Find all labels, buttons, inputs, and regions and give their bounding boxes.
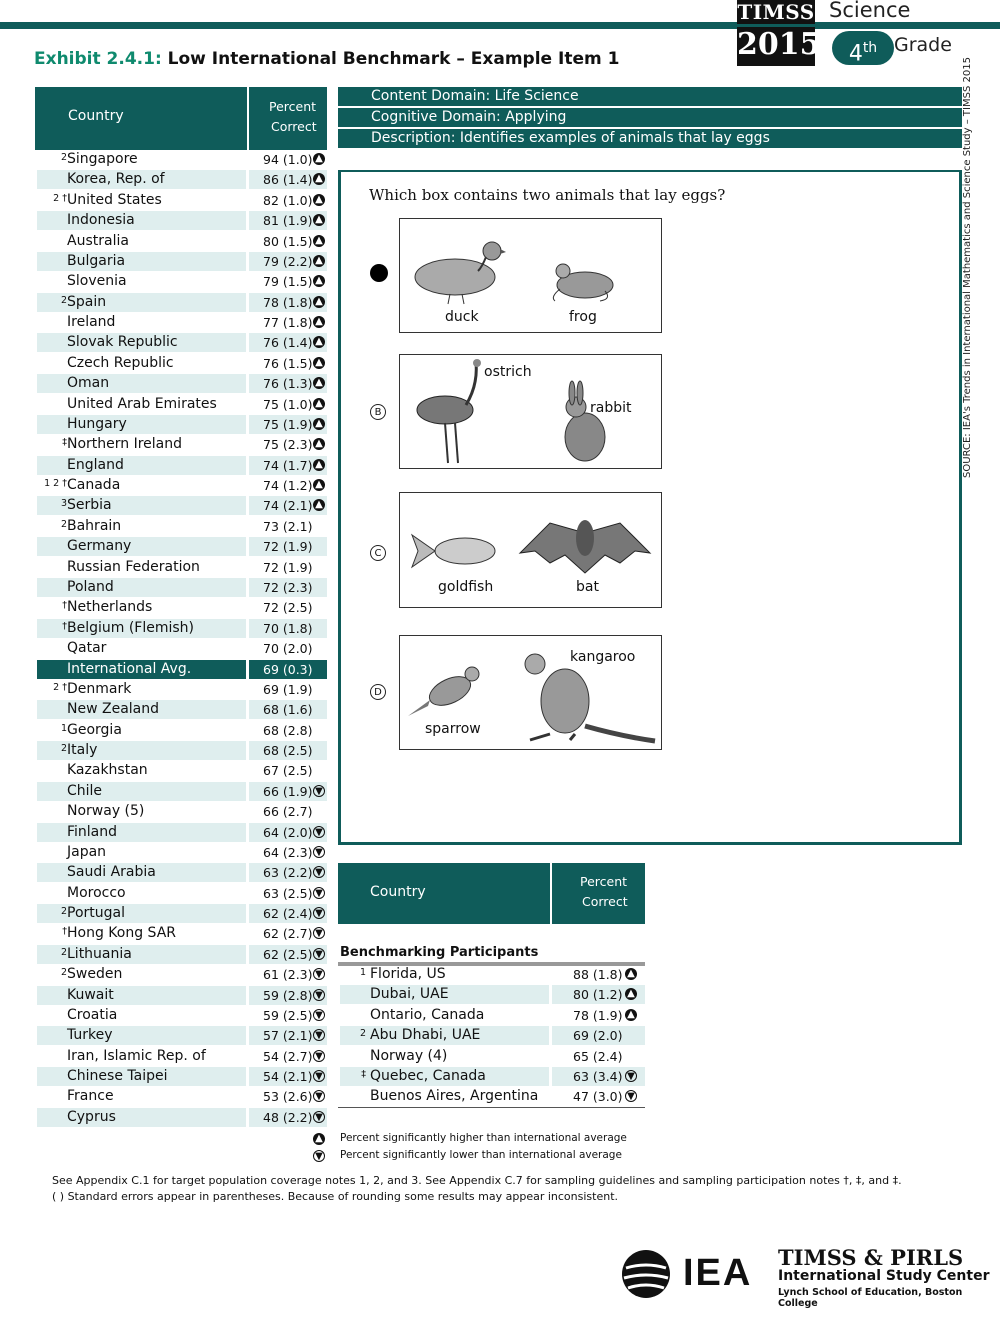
percent-correct: 74 (1.2) [263, 478, 313, 494]
table-row [35, 1026, 327, 1046]
country-note: ‡ [62, 437, 67, 449]
bench-row [338, 1067, 645, 1087]
bench-bottom-rule [338, 1107, 645, 1108]
bench-country-note: ‡ [361, 1069, 366, 1080]
table-row [35, 1006, 327, 1026]
percent-correct: 59 (2.5) [263, 1007, 313, 1023]
table-row [35, 476, 327, 496]
country-name: Lithuania [37, 945, 246, 964]
bench-percent-correct: 78 (1.9) [573, 1007, 623, 1023]
down-triangle-icon: ▼ [313, 1029, 325, 1041]
country-note: 2 † [53, 192, 67, 204]
table-row [35, 986, 327, 1006]
percent-correct: 76 (1.5) [263, 355, 313, 371]
country-note: † [62, 926, 67, 938]
option-d-box[interactable] [399, 635, 662, 750]
country-note: 2 [60, 946, 67, 958]
country-name: Cyprus [37, 1108, 246, 1127]
down-triangle-icon: ▼ [313, 1050, 325, 1062]
bench-row [338, 985, 645, 1005]
option-b-box[interactable] [399, 354, 662, 469]
up-triangle-icon: ▲ [313, 275, 325, 287]
no-sig-marker [313, 744, 325, 756]
up-triangle-icon: ▲ [313, 214, 325, 226]
percent-correct: 72 (2.3) [249, 578, 327, 597]
no-sig-marker [313, 520, 325, 532]
option-a-label-1: duck [445, 309, 479, 325]
country-note: 2 † [53, 681, 67, 693]
percent-correct: 69 (1.9) [263, 681, 313, 697]
up-triangle-icon: ▲ [313, 296, 325, 308]
option-a-selected[interactable] [370, 264, 388, 282]
table-row [35, 843, 327, 863]
exhibit-title: Exhibit 2.4.1: Low International Benchmark – Example Item 1 [34, 49, 620, 69]
timss-logo: TIMSS 2015 [737, 0, 815, 66]
country-name: Belgium (Flemish) [37, 619, 246, 638]
bat-icon [520, 520, 650, 573]
down-triangle-icon: ▼ [313, 887, 325, 899]
country-name: Serbia [37, 496, 246, 515]
rabbit-icon [565, 381, 605, 461]
country-name: Norway (5) [67, 803, 145, 820]
no-sig-marker [313, 642, 325, 654]
table-row [35, 823, 327, 843]
option-c-label-1: goldfish [438, 579, 494, 595]
bench-country-name: Florida, US [370, 966, 446, 982]
table-row [35, 333, 327, 353]
option-d-marker[interactable]: D [370, 684, 386, 700]
percent-correct: 62 (2.4) [249, 904, 327, 923]
bench-percent-correct: 88 (1.8) [573, 967, 623, 982]
table-row [35, 619, 327, 639]
up-triangle-icon: ▲ [313, 316, 325, 328]
bench-col-pct-2: Correct [582, 894, 628, 909]
down-triangle-icon: ▼ [313, 1090, 325, 1102]
no-sig-marker [313, 622, 325, 634]
country-name: Chinese Taipei [37, 1067, 246, 1086]
down-triangle-icon: ▼ [313, 927, 325, 939]
source-note: SOURCE: IEA's Trends in International Mathematics and Science Study – TIMSS 2015 [962, 57, 973, 478]
bench-row [338, 1026, 645, 1046]
percent-correct: 94 (1.0) [263, 152, 313, 167]
up-triangle-icon: ▲ [313, 153, 325, 165]
country-name: Denmark [67, 680, 132, 697]
header-rule [0, 22, 1000, 29]
percent-correct: 64 (2.3) [263, 844, 313, 860]
table-row [35, 741, 327, 761]
table-row [35, 965, 327, 985]
option-b-label-2: rabbit [590, 400, 632, 416]
country-name: Germany [37, 537, 246, 556]
isc-subtitle: International Study Center [778, 1268, 990, 1284]
table-row [35, 904, 327, 924]
country-name: Saudi Arabia [37, 863, 246, 882]
up-triangle-icon: ▲ [313, 336, 325, 348]
country-name: Czech Republic [67, 354, 174, 371]
country-name: Portugal [37, 904, 246, 923]
down-triangle-icon: ▼ [313, 1111, 325, 1123]
table-row [35, 700, 327, 720]
option-c-marker[interactable]: C [370, 545, 386, 561]
percent-correct: 75 (1.0) [263, 396, 313, 412]
percent-correct: 79 (1.5) [263, 274, 313, 290]
percent-correct: 66 (2.7) [263, 804, 313, 820]
percent-correct: 77 (1.8) [263, 315, 313, 331]
percent-correct: 76 (1.4) [249, 333, 327, 352]
grade-label: Grade [894, 34, 952, 56]
country-name: Australia [67, 232, 129, 249]
country-name: Morocco [67, 884, 126, 901]
bench-country-note: 2 [359, 1028, 366, 1040]
up-triangle-icon: ▲ [313, 398, 325, 410]
col-pct-header-1: Percent [269, 99, 317, 114]
percent-correct: 82 (1.0) [263, 192, 313, 208]
country-name: Singapore [67, 151, 138, 167]
down-triangle-icon: ▼ [313, 948, 325, 960]
notes-line-1: See Appendix C.1 for target population coverage notes 1, 2, and 3. See Appendix C.7 for sampling guidelines and sampling participation notes †, ‡, and ‡. [52, 1174, 902, 1187]
up-triangle-icon: ▲ [313, 479, 325, 491]
bench-country-name: Dubai, UAE [340, 985, 549, 1004]
down-triangle-icon: ▼ [313, 1150, 325, 1162]
country-name: Slovak Republic [37, 333, 246, 352]
bench-percent-correct: 65 (2.4) [573, 1048, 623, 1064]
table-row [35, 232, 327, 252]
table-row [35, 252, 327, 272]
country-name: Oman [37, 374, 246, 393]
bench-table-header [338, 863, 645, 924]
up-triangle-icon: ▲ [313, 377, 325, 389]
country-name: Italy [37, 741, 246, 760]
bench-row [338, 1087, 645, 1107]
up-triangle-icon: ▲ [313, 499, 325, 511]
table-row [35, 680, 327, 700]
country-name: Netherlands [67, 599, 153, 616]
col-country-header: Country [68, 108, 124, 124]
country-name: France [67, 1088, 114, 1105]
percent-correct: 68 (2.5) [249, 741, 327, 760]
country-note: 1 2 † [44, 478, 67, 490]
down-triangle-icon: ▼ [313, 1070, 325, 1082]
percent-correct: 78 (1.8) [249, 293, 327, 312]
frog-icon [553, 264, 613, 301]
down-triangle-icon: ▼ [313, 989, 325, 1001]
bench-country-name: Abu Dhabi, UAE [340, 1026, 549, 1045]
down-triangle-icon: ▼ [625, 1090, 637, 1102]
table-row [35, 211, 327, 231]
percent-correct: 80 (1.5) [263, 233, 313, 249]
country-name: Finland [37, 823, 246, 842]
country-name: Poland [37, 578, 246, 597]
table-row [35, 374, 327, 394]
table-row [35, 1047, 327, 1067]
table-row [35, 924, 327, 944]
country-name: Russian Federation [67, 558, 200, 575]
table-row [35, 435, 327, 455]
table-row [35, 1067, 327, 1087]
country-name: Croatia [67, 1006, 118, 1023]
down-triangle-icon: ▼ [313, 968, 325, 980]
percent-correct: 48 (2.2) [249, 1108, 327, 1127]
no-sig-marker [625, 1050, 637, 1062]
country-name: Sweden [67, 966, 123, 983]
goldfish-icon [412, 535, 495, 567]
country-note: 2 [60, 906, 67, 918]
table-row [35, 761, 327, 781]
table-row [35, 537, 327, 557]
down-triangle-icon: ▼ [313, 866, 325, 878]
bench-row [338, 1006, 645, 1026]
no-sig-marker [313, 683, 325, 695]
percent-correct: 74 (2.1) [249, 496, 327, 515]
percent-correct: 68 (2.8) [263, 722, 313, 738]
isc-affiliation: Lynch School of Education, Boston College [778, 1287, 963, 1309]
table-row [35, 558, 327, 578]
country-note: 3 [60, 498, 67, 510]
table-row [35, 395, 327, 415]
table-row [35, 598, 327, 618]
percent-correct: 67 (2.5) [263, 763, 313, 779]
country-note: 1 [60, 722, 67, 734]
country-name: United States [67, 191, 162, 208]
percent-correct: 62 (2.7) [263, 926, 313, 942]
country-name: Turkey [37, 1026, 246, 1045]
table-row [35, 456, 327, 476]
country-note: † [62, 600, 67, 612]
table-row [35, 578, 327, 598]
table-row [35, 272, 327, 292]
table-row [35, 496, 327, 516]
option-a-label-2: frog [569, 309, 597, 325]
kangaroo-icon [525, 654, 655, 741]
bench-percent-correct: 63 (3.4) [552, 1067, 645, 1086]
percent-correct: 74 (1.7) [249, 456, 327, 475]
country-name: Hong Kong SAR [67, 925, 177, 942]
table-row [35, 884, 327, 904]
percent-correct: 79 (2.2) [249, 252, 327, 271]
table-row [35, 517, 327, 537]
bench-row [338, 1047, 645, 1067]
description-bar: Description: Identifies examples of animals that lay eggs [338, 129, 962, 148]
table-row [35, 415, 327, 435]
percent-correct: 59 (2.8) [249, 986, 327, 1005]
no-sig-marker [313, 561, 325, 573]
left-table-header [35, 87, 327, 150]
down-triangle-icon: ▼ [313, 826, 325, 838]
option-a-box[interactable] [399, 218, 662, 333]
percent-correct: 61 (2.3) [263, 967, 313, 983]
country-name: Hungary [37, 415, 246, 434]
cognitive-domain-bar: Cognitive Domain: Applying [338, 108, 962, 127]
up-triangle-icon: ▲ [313, 459, 325, 471]
country-note: † [62, 620, 67, 632]
table-row [35, 782, 327, 802]
table-row [35, 945, 327, 965]
no-sig-marker [313, 724, 325, 736]
table-row [35, 293, 327, 313]
option-d-label-2: kangaroo [570, 649, 636, 665]
up-triangle-icon: ▲ [625, 1009, 637, 1021]
table-row [35, 802, 327, 822]
percent-correct: 63 (2.5) [263, 885, 313, 901]
no-sig-marker [313, 581, 325, 593]
percent-correct: 75 (1.9) [249, 415, 327, 434]
percent-correct: 62 (2.5) [249, 945, 327, 964]
percent-correct: 86 (1.4) [249, 170, 327, 189]
duck-frog-image [400, 219, 661, 332]
grade-badge: 4th [832, 31, 894, 65]
up-triangle-icon: ▲ [313, 173, 325, 185]
up-triangle-icon: ▲ [313, 255, 325, 267]
option-b-marker[interactable]: B [370, 404, 386, 420]
option-d-label-1: sparrow [425, 721, 481, 737]
percent-correct: 72 (2.5) [263, 600, 313, 616]
up-triangle-icon: ▲ [313, 357, 325, 369]
country-note: 2 [60, 743, 67, 755]
percent-correct: 64 (2.0) [249, 823, 327, 842]
percent-correct: 54 (2.7) [263, 1048, 313, 1064]
country-name: Kuwait [37, 986, 246, 1005]
country-name: United Arab Emirates [67, 395, 217, 412]
country-note: 2 [60, 152, 67, 163]
country-note: 2 [60, 294, 67, 306]
country-name: Georgia [67, 721, 122, 738]
country-name: New Zealand [37, 700, 246, 719]
up-triangle-icon: ▲ [313, 194, 325, 206]
option-c-label-2: bat [576, 579, 599, 595]
country-name: Spain [37, 293, 246, 312]
sparrow-icon [408, 667, 479, 716]
table-row [35, 1087, 327, 1107]
country-note: 2 [60, 518, 67, 530]
subject-label: Science [823, 0, 916, 22]
percent-correct: 75 (2.3) [263, 437, 313, 453]
bench-country-name: Quebec, Canada [340, 1067, 549, 1086]
up-triangle-icon: ▲ [625, 988, 637, 1000]
table-row [35, 863, 327, 883]
country-name: Ireland [67, 314, 116, 331]
table-row [35, 191, 327, 211]
down-triangle-icon: ▼ [313, 1009, 325, 1021]
ostrich-icon [417, 359, 481, 463]
percent-correct: 53 (2.6) [263, 1089, 313, 1105]
up-triangle-icon: ▲ [625, 968, 637, 980]
percent-correct: 68 (1.6) [249, 700, 327, 719]
table-row [35, 313, 327, 333]
down-triangle-icon: ▼ [313, 846, 325, 858]
country-name: Japan [67, 843, 107, 860]
percent-correct: 70 (2.0) [263, 641, 313, 657]
down-triangle-icon: ▼ [625, 1070, 637, 1082]
question-text: Which box contains two animals that lay eggs? [369, 186, 726, 204]
down-triangle-icon: ▼ [313, 785, 325, 797]
bench-col-country: Country [370, 884, 426, 900]
bench-percent-correct: 69 (2.0) [552, 1026, 645, 1045]
up-triangle-icon: ▲ [313, 438, 325, 450]
country-name: Canada [67, 477, 121, 494]
notes-line-2: ( ) Standard errors appear in parentheses. Because of rounding some results may appear inconsistent. [52, 1190, 619, 1203]
country-name: Korea, Rep. of [37, 170, 246, 189]
up-triangle-icon: ▲ [313, 1133, 325, 1145]
country-name: International Avg. [37, 660, 246, 679]
iea-globe-icon [620, 1248, 672, 1300]
option-c-box[interactable] [399, 492, 662, 608]
table-row-intl-avg [35, 660, 327, 680]
country-name: Iran, Islamic Rep. of [67, 1047, 206, 1064]
up-triangle-icon: ▲ [313, 418, 325, 430]
percent-correct: 57 (2.1) [249, 1026, 327, 1045]
percent-correct: 63 (2.2) [249, 863, 327, 882]
percent-correct: 54 (2.1) [249, 1067, 327, 1086]
percent-correct: 73 (2.1) [263, 518, 313, 534]
percent-correct: 66 (1.9) [249, 782, 327, 801]
country-note: 2 [60, 967, 67, 979]
percent-correct: 72 (1.9) [249, 537, 327, 556]
duck-icon [415, 242, 506, 304]
percent-correct: 76 (1.3) [249, 374, 327, 393]
bench-country-name: Buenos Aires, Argentina [370, 1088, 539, 1105]
bench-row [338, 965, 645, 985]
percent-correct: 69 (0.3) [249, 660, 327, 679]
country-name: Slovenia [67, 273, 127, 290]
table-row [35, 1108, 327, 1128]
content-domain-bar: Content Domain: Life Science [338, 87, 962, 106]
percent-correct: 81 (1.9) [249, 211, 327, 230]
iea-wordmark: IEA [683, 1252, 753, 1294]
country-name: Kazakhstan [67, 762, 148, 779]
table-row [35, 639, 327, 659]
up-triangle-icon: ▲ [313, 235, 325, 247]
country-name: Qatar [67, 640, 107, 657]
bench-title: Benchmarking Participants [340, 945, 539, 960]
no-sig-marker [313, 663, 325, 675]
country-name: Bulgaria [37, 252, 246, 271]
isc-title: TIMSS & PIRLS [778, 1245, 964, 1270]
bench-country-name: Norway (4) [370, 1047, 448, 1064]
percent-correct: 72 (1.9) [263, 559, 313, 575]
bench-country-name: Ontario, Canada [370, 1006, 485, 1023]
bench-col-pct-1: Percent [580, 874, 628, 889]
bench-percent-correct: 47 (3.0) [573, 1089, 623, 1105]
table-row [35, 354, 327, 374]
country-name: England [37, 456, 246, 475]
country-name: Northern Ireland [67, 436, 183, 453]
table-row [35, 721, 327, 741]
table-row [35, 170, 327, 190]
col-pct-header-2: Correct [271, 119, 317, 134]
option-b-label-1: ostrich [484, 364, 532, 380]
bench-percent-correct: 80 (1.2) [552, 985, 645, 1004]
country-name: Chile [37, 782, 246, 801]
country-name: Indonesia [37, 211, 246, 230]
down-triangle-icon: ▼ [313, 907, 325, 919]
bench-country-note: 1 [359, 967, 366, 978]
table-row [35, 150, 327, 170]
country-name: Bahrain [67, 517, 122, 534]
percent-correct: 70 (1.8) [249, 619, 327, 638]
